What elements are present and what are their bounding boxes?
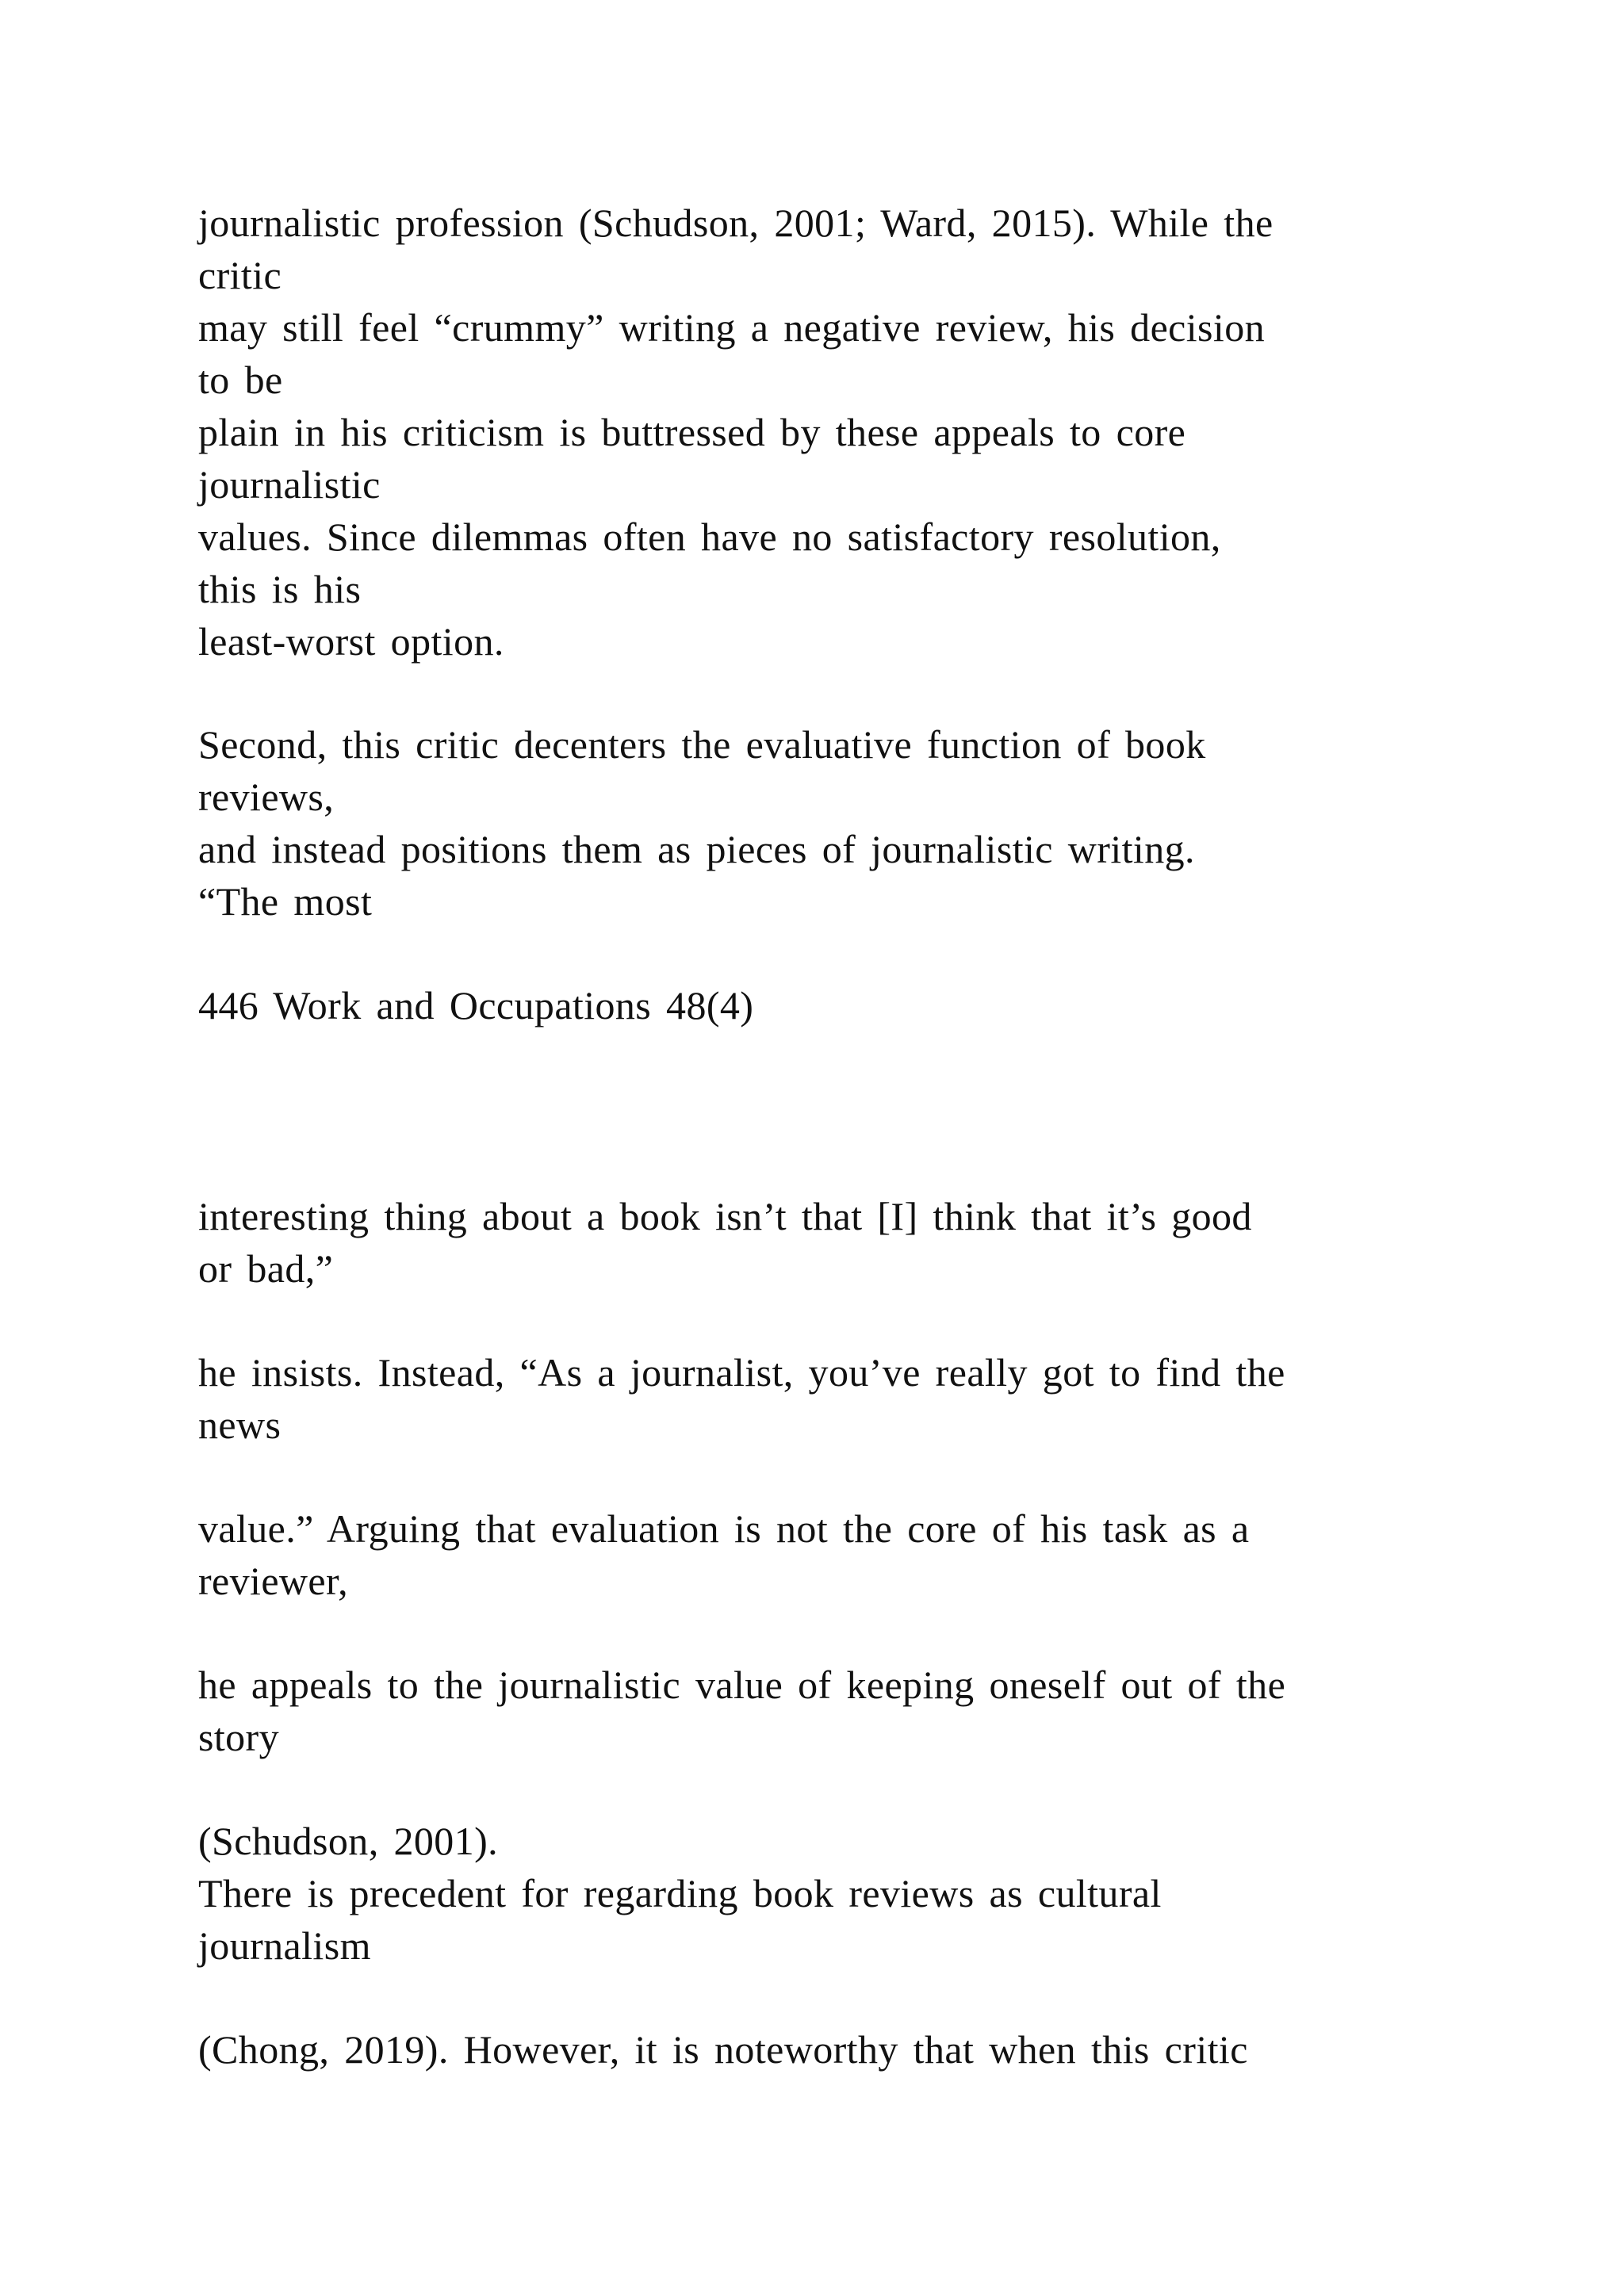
text-line: There is precedent for regarding book reviews as cultural bbox=[198, 1871, 1162, 1915]
text-line: (Schudson, 2001). bbox=[198, 1819, 499, 1863]
text-line: journalism bbox=[198, 1923, 371, 1968]
text-line: and instead positions them as pieces of journalistic writing. bbox=[198, 827, 1195, 871]
text-line: reviews, bbox=[198, 775, 335, 819]
text-line: journalistic bbox=[198, 462, 381, 507]
text-line: Second, this critic decenters the evaluative function of book bbox=[198, 722, 1206, 767]
text-line: value.” Arguing that evaluation is not the core of his task as a bbox=[198, 1506, 1250, 1551]
text-line: story bbox=[198, 1715, 279, 1759]
text-line: to be bbox=[198, 358, 283, 402]
text-line: (Chong, 2019). However, it is noteworthy that when this critic bbox=[198, 2027, 1248, 2072]
text-line: plain in his criticism is buttressed by these appeals to core bbox=[198, 410, 1186, 454]
text-line: he insists. Instead, “As a journalist, you’ve really got to find the bbox=[198, 1350, 1285, 1395]
text-line: values. Since dilemmas often have no satisfactory resolution, bbox=[198, 515, 1221, 559]
text-line: may still feel “crummy” writing a negative review, his decision bbox=[198, 305, 1265, 350]
text-line: journalistic profession (Schudson, 2001; Ward, 2015). While the bbox=[198, 201, 1274, 245]
text-line: this is his bbox=[198, 567, 362, 611]
text-line: or bad,” bbox=[198, 1246, 334, 1291]
text-line: least-worst option. bbox=[198, 619, 504, 664]
page-footer: 446 Work and Occupations 48(4) bbox=[198, 983, 754, 1027]
text-line: reviewer, bbox=[198, 1559, 348, 1603]
text-line: he appeals to the journalistic value of keeping oneself out of the bbox=[198, 1663, 1286, 1707]
text-line: critic bbox=[198, 253, 282, 297]
text-line: “The most bbox=[198, 879, 373, 924]
text-line: news bbox=[198, 1402, 282, 1447]
text-line: interesting thing about a book isn’t that [I] think that it’s good bbox=[198, 1194, 1252, 1238]
